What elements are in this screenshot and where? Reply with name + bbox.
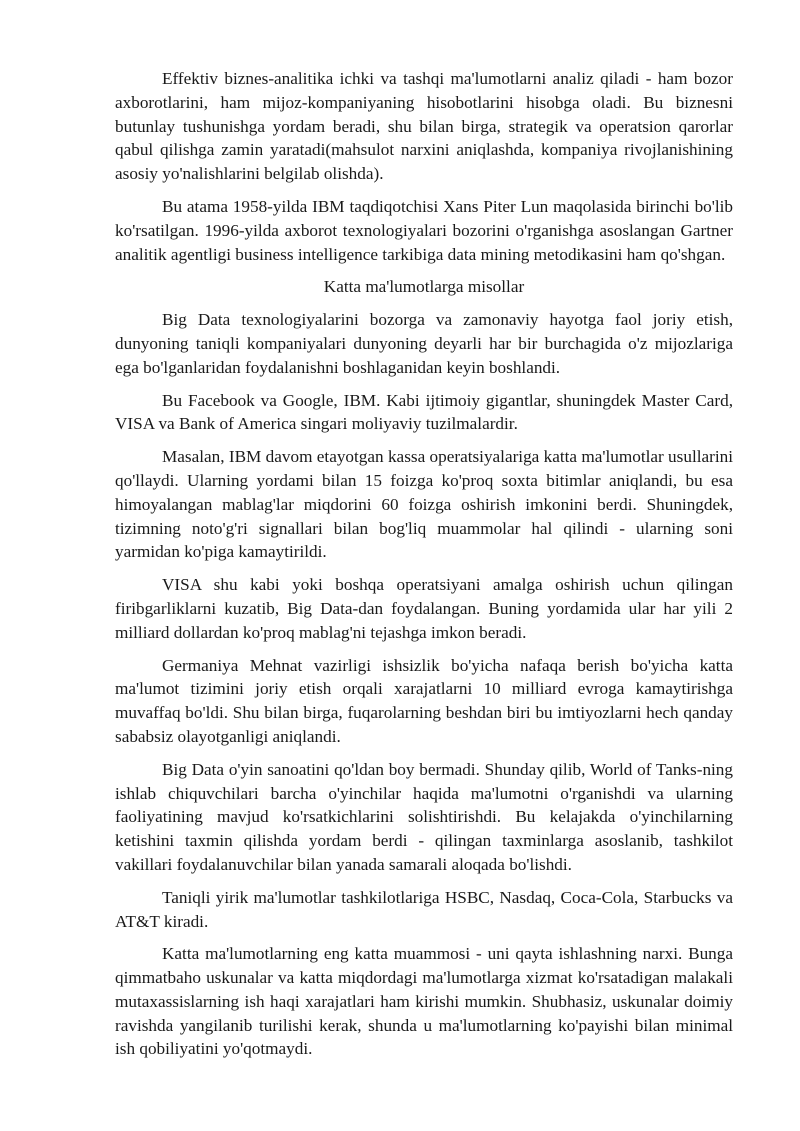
paragraph-germany-example: Germaniya Mehnat vazirligi ishsizlik bo'yicha nafaqa berish bo'yicha katta ma'lumot tizimini joriy etish orqali xarajatlarni 10 milliard evroga kamaytirishga muvaffaq bo'ldi. Shu bilan birga, fuqarolarning beshdan biri bu imtiyozlarni hech qanday sababsiz olayotganligi aniqlandi. [115,655,733,746]
paragraph-ibm-example: Masalan, IBM davom etayotgan kassa operatsiyalariga katta ma'lumotlar usullarini qo'llaydi. Ularning yordami bilan 15 foizga ko'proq soxta bitimlar aniqlandi, bu esa himoyalangan mablag'lar miqdorini 60 foizga oshirish imkonini berdi. Shuningdek, tizimning noto'g'ri signallari bilan bog'liq muammolar hal qilindi - ularning soni yarmidan ko'piga kamaytirildi. [115,447,733,562]
paragraph-visa-example: VISA shu kabi yoki boshqa operatsiyani amalga oshirish uchun qilingan firibgarliklarni kuzatib, Big Data-dan foydalangan. Buning yordamida ular har yili 2 milliard dollardan ko'proq mablag'ni tejashga imkon beradi. [115,575,733,642]
paragraph-business-analytics: Effektiv biznes-analitika ichki va tashqi ma'lumotlarni analiz qiladi - ham bozor axborotlarini, ham mijoz-kompaniyaning hisobotlarini hisobga oladi. Bu biznesni butunlay tushunishga yordam beradi, shu bilan birga, strategik va operatsion qarorlar qabul qilishga zamin yaratadi(mahsulot narxini aniqlashda, kompaniya rivojlanishining asosiy yo'nalishlarini belgilab olishda). [115,69,733,184]
paragraph-known-organizations: Taniqli yirik ma'lumotlar tashkilotlariga HSBC, Nasdaq, Coca-Cola, Starbucks va AT&T kiradi. [115,887,733,931]
paragraph-cost-problem: Katta ma'lumotlarning eng katta muammosi - uni qayta ishlashning narxi. Bunga qimmatbaho uskunalar va katta miqdordagi ma'lumotlarga xizmat ko'rsatadigan malakali mutaxassislarning ish haqi xarajatlari ham kirishi mumkin. Shubhasiz, uskunalar doimiy ravishda yangilanib turilishi kerak, shunda u ma'lumotlarning ko'payishi bilan minimal ish qobiliyatini yo'qotmaydi. [115,944,733,1059]
paragraph-companies: Bu Facebook va Google, IBM. Kabi ijtimoiy gigantlar, shuningdek Master Card, VISA va Bank of America singari moliyaviy tuzilmalardir. [115,390,733,434]
section-heading: Katta ma'lumotlarga misollar [323,277,525,297]
paragraph-term-history: Bu atama 1958-yilda IBM taqdiqotchisi Xans Piter Lun maqolasida birinchi bo'lib ko'rsatilgan. 1996-yilda axborot texnologiyalari bozorini o'rganishga asoslangan Gartner analitik agentligi business intelligence tarkibiga data mining metodikasini ham qo'shgan. [115,196,733,264]
paragraph-gaming-example: Big Data o'yin sanoatini qo'ldan boy bermadi. Shunday qilib, World of Tanks-ning ishlab chiquvchilari barcha o'yinchilar haqida ma'lumotni o'rganishdi va ularning faoliyatining mavjud ko'rsatkichlarini solishtirishdi. Bu kelajakda o'yinchilarning ketishini taxmin qilishda yordam berdi - qilingan taxminlarga asoslanib, tashkilot vakillari foydalanuvchilar bilan yanada samarali aloqada bo'lishdi. [115,759,733,874]
document-page [115,67,733,1070]
paragraph-big-data-intro: Big Data texnologiyalarini bozorga va zamonaviy hayotga faol joriy etish, dunyoning taniqli kompaniyalari dunyoning deyarli har bir burchagida o'z mijozlariga ega bo'lganlaridan foydalanishni boshlaganidan keyin boshlandi. [115,310,733,377]
